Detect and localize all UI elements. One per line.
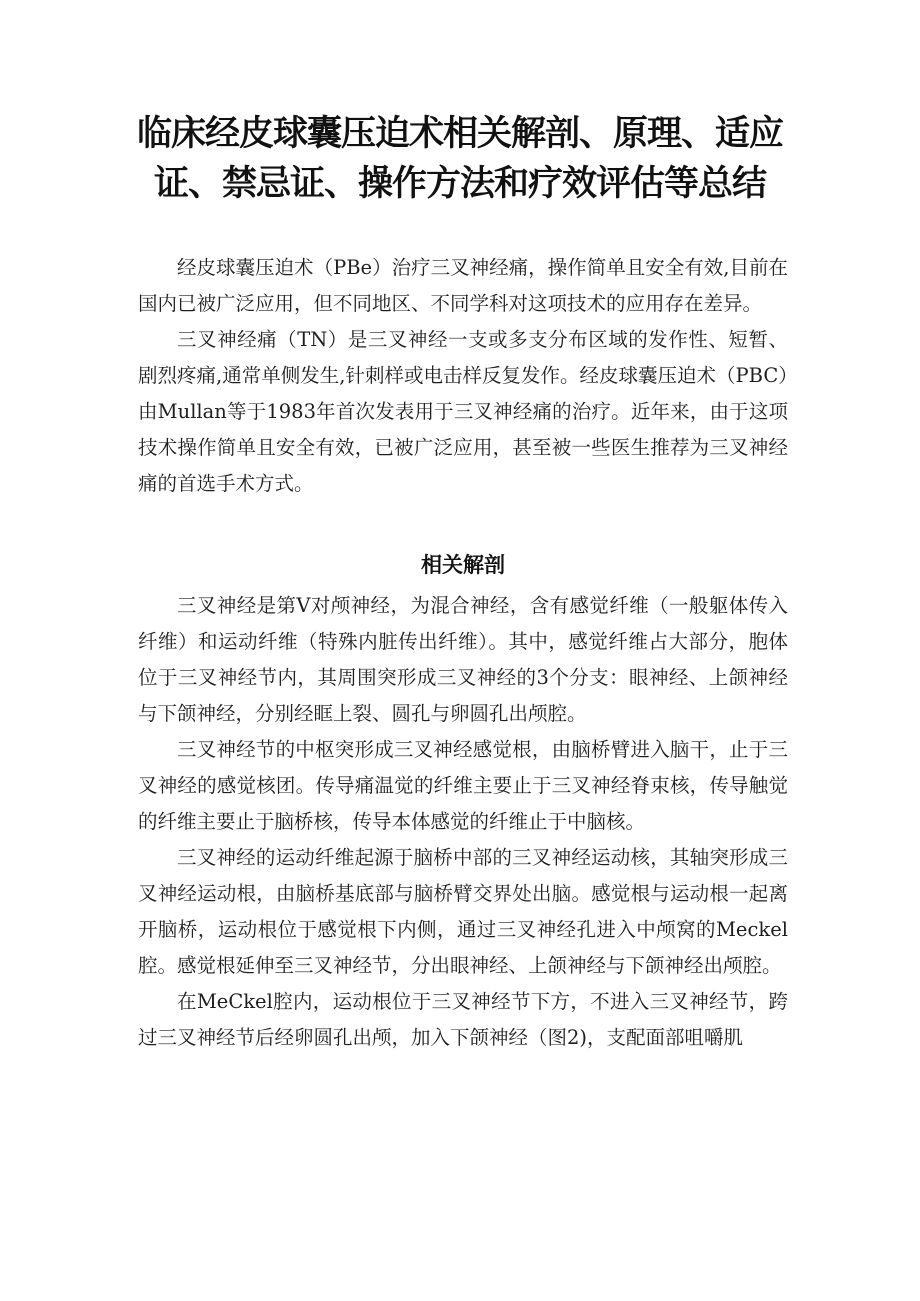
document-title-line-1: 临床经皮球囊压迫术相关解剖、原理、适应 <box>136 114 783 154</box>
intro-paragraph: 经皮球囊压迫术（PBe）治疗三叉神经痛，操作简单且安全有效,目前在国内已被广泛应用，但不同地区、不同学科对这项技术的应用存在差异。 <box>138 256 788 315</box>
anatomy-paragraph: 在MeCkel腔内，运动根位于三叉神经节下方，不进入三叉神经节，跨过三叉神经节后经卵圆孔出颅，加入下颌神经（图2)，支配面部咀嚼肌 <box>138 990 788 1049</box>
intro-paragraph: 三叉神经痛（TN）是三叉神经一支或多支分布区域的发作性、短暂、剧烈疼痛,通常单侧发生,针刺样或电击样反复发作。经皮球囊压迫术（PBC）由Mullan等于1983年首次发表用于三叉神经痛的治疗。近年来，由于这项技术操作简单且安全有效，已被广泛应用，甚至被一些医生推荐为三叉神经痛的首选手术方式。 <box>138 328 788 495</box>
anatomy-paragraph: 三叉神经的运动纤维起源于脑桥中部的三叉神经运动核，其轴突形成三叉神经运动根，由脑桥基底部与脑桥臂交界处出脑。感觉根与运动根一起离开脑桥，运动根位于感觉根下内侧，通过三叉神经孔进入中颅窝的Meckel腔。感觉根延伸至三叉神经节，分出眼神经、上颌神经与下颌神经出颅腔。 <box>138 846 788 977</box>
anatomy-paragraph: 三叉神经是第V对颅神经，为混合神经，含有感觉纤维（一般躯体传入纤维）和运动纤维（特殊内脏传出纤维）。其中，感觉纤维占大部分，胞体位于三叉神经节内，其周围突形成三叉神经的3个分支：眼神经、上颌神经与下颌神经，分别经眶上裂、圆孔与卵圆孔出颅腔。 <box>138 594 788 725</box>
intro-section <box>138 250 788 502</box>
anatomy-section <box>138 588 788 1056</box>
anatomy-paragraph: 三叉神经节的中枢突形成三叉神经感觉根，由脑桥臂进入脑干，止于三叉神经的感觉核团。传导痛温觉的纤维主要止于三叉神经脊束核，传导触觉的纤维主要止于脑桥核，传导本体感觉的纤维止于中脑核。 <box>138 738 788 833</box>
document-title-line-2: 证、禁忌证、操作方法和疗效评估等总结 <box>153 164 766 204</box>
section-heading: 相关解剖 <box>421 553 505 577</box>
